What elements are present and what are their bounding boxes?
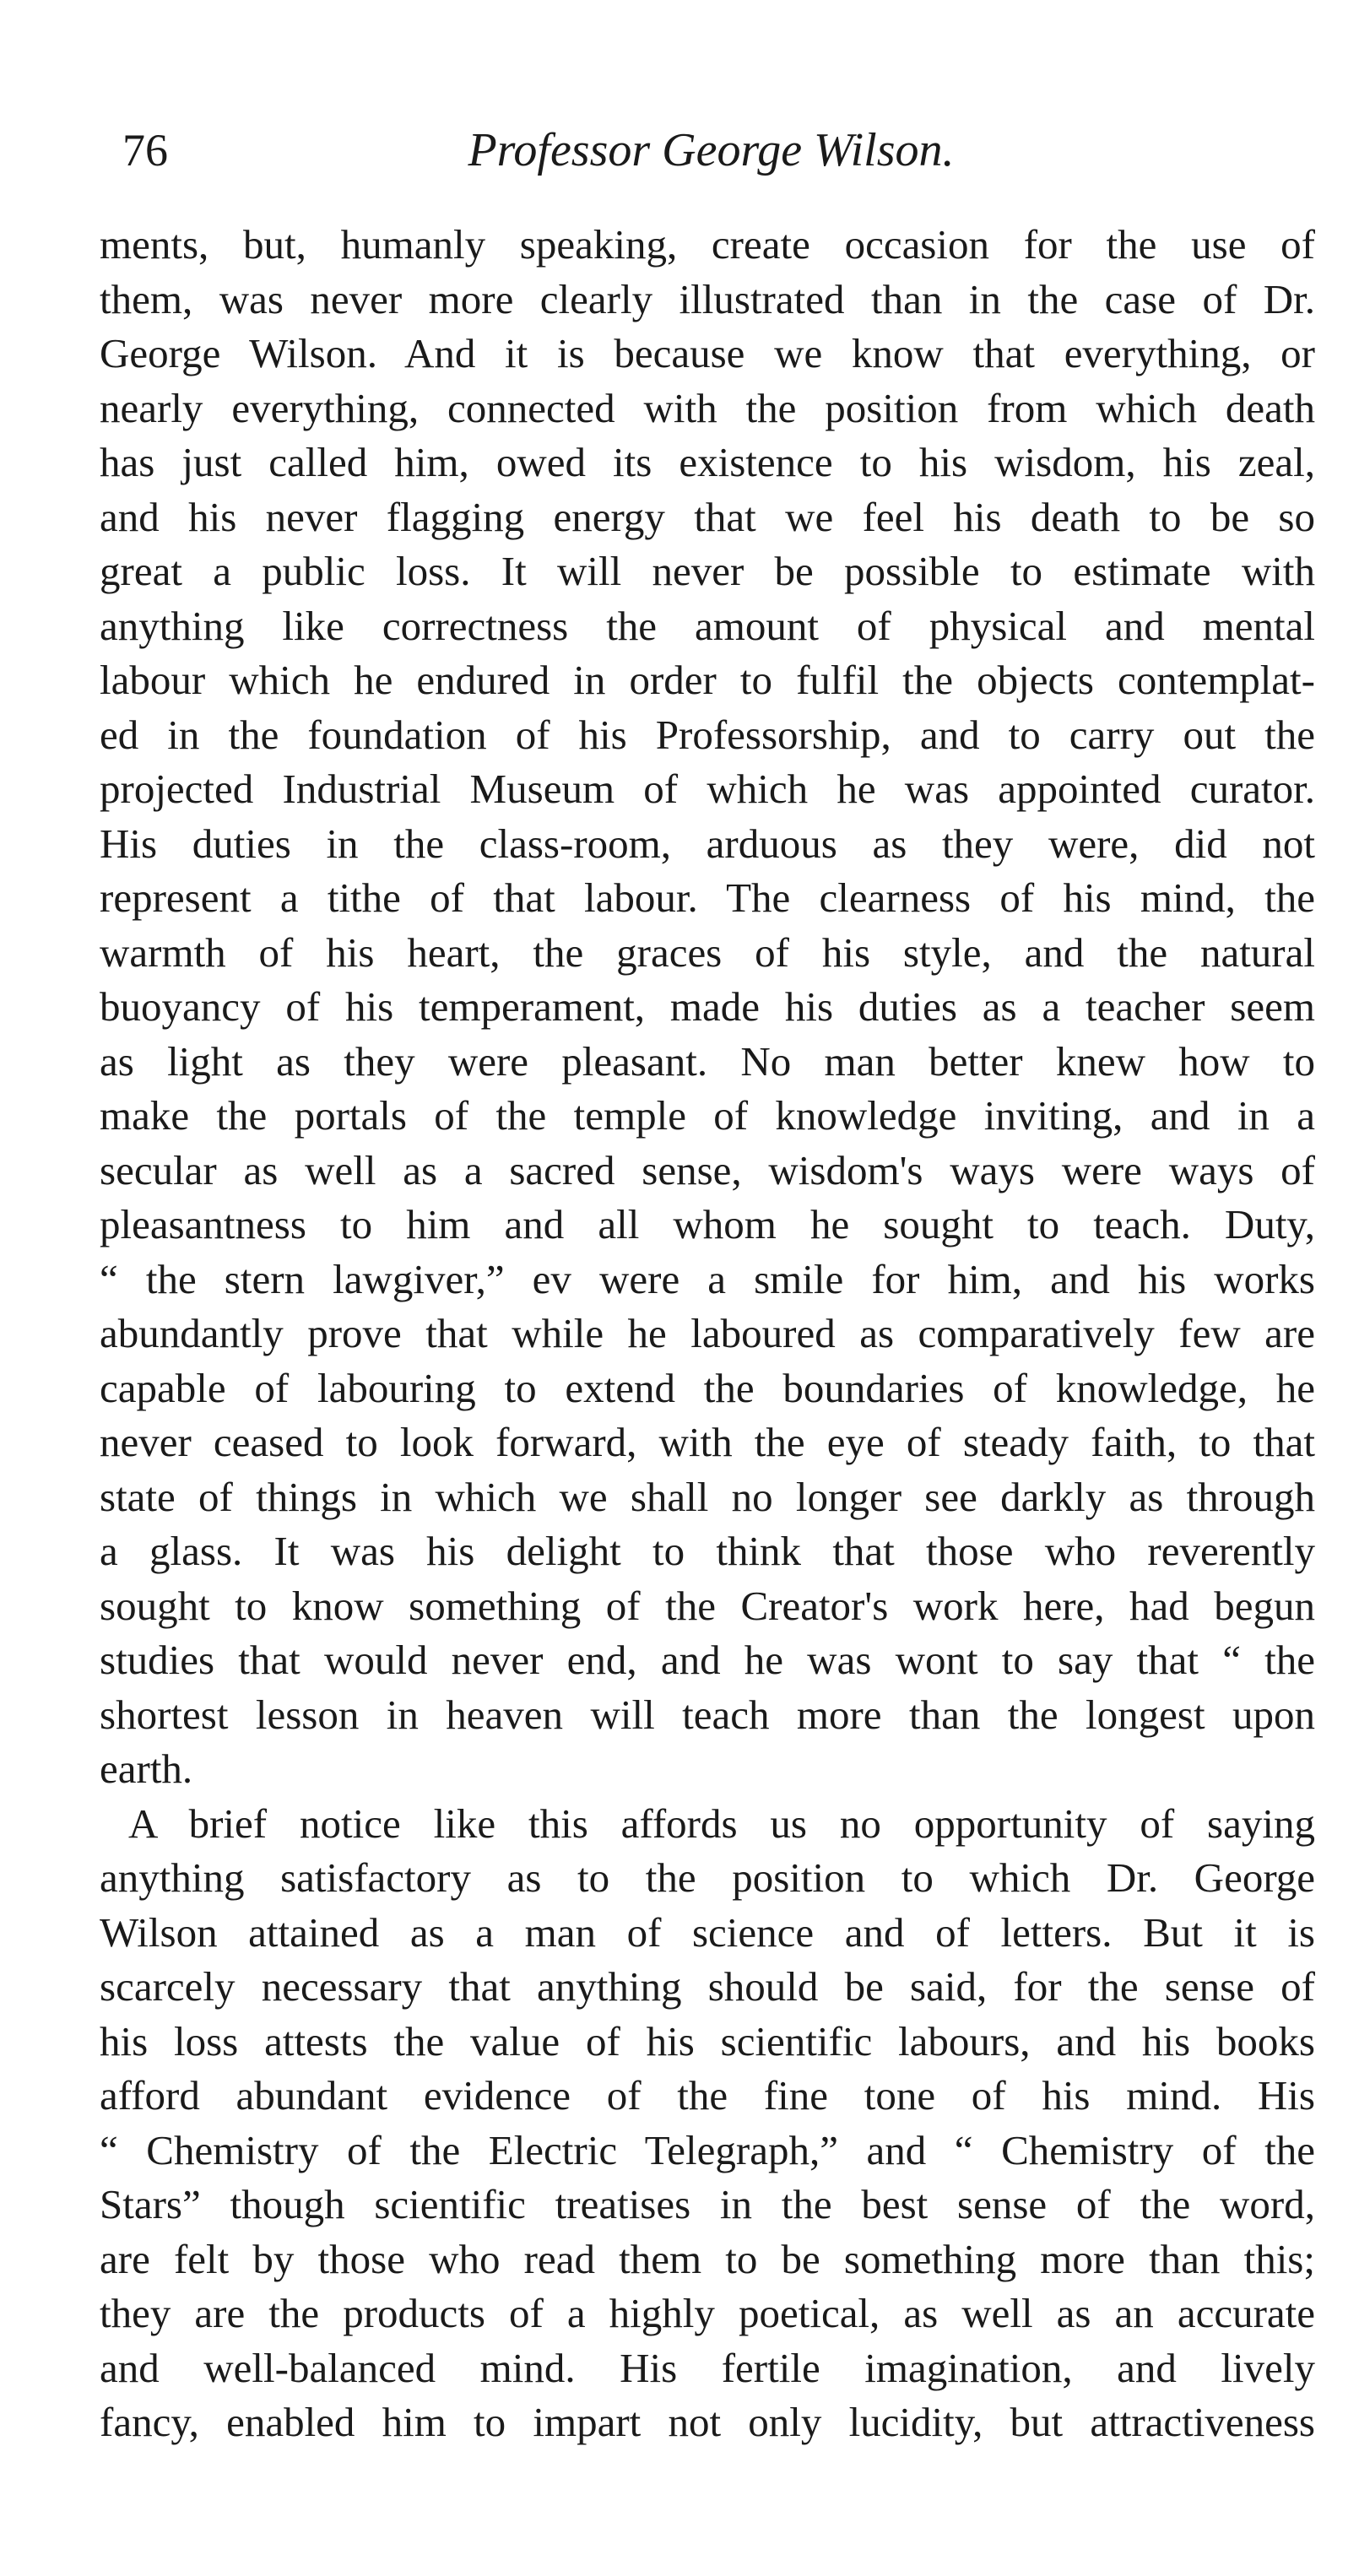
text-line: “ Chemistry of the Electric Telegraph,” and “ Chemistry of the: [100, 2126, 1315, 2173]
text-line: buoyancy of his temperament, made his duties as a teacher seem: [100, 983, 1315, 1030]
text-line: great a public loss. It will never be possible to estimate with: [100, 548, 1315, 594]
text-line: Stars” though scientific treatises in the best sense of the word,: [100, 2181, 1315, 2227]
text-line: sought to know something of the Creator's work here, had begun: [100, 1582, 1315, 1629]
text-line: labour which he endured in order to fulfil the objects contemplat-: [100, 657, 1315, 703]
text-line: A brief notice like this affords us no opportunity of saying: [128, 1799, 1315, 1847]
text-line: make the portals of the temple of knowledge inviting, and in a: [100, 1092, 1315, 1139]
text-line: has just called him, owed its existence to his wisdom, his zeal,: [100, 439, 1315, 485]
text-line: ed in the foundation of his Professorship, and to carry out the: [100, 711, 1315, 758]
text-line: studies that would never end, and he was wont to say that “ the: [100, 1637, 1315, 1683]
text-line: state of things in which we shall no longer see darkly as through: [100, 1473, 1315, 1520]
text-line: are felt by those who read them to be something more than this;: [100, 2235, 1315, 2282]
text-line: warmth of his heart, the graces of his style, and the natural: [100, 928, 1315, 976]
text-line: represent a tithe of that labour. The clearness of his mind, the: [100, 874, 1315, 921]
text-line: as light as they were pleasant. No man better knew how to: [100, 1037, 1315, 1085]
text-line: his loss attests the value of his scientific labours, and his books: [100, 2017, 1315, 2065]
text-line: fancy, enabled him to impart not only lucidity, but attractiveness: [100, 2399, 1315, 2445]
text-line: His duties in the class-room, arduous as they were, did not: [100, 820, 1315, 867]
text-line: abundantly prove that while he laboured as comparatively few are: [100, 1310, 1315, 1356]
text-line: afford abundant evidence of the fine tone of his mind. His: [100, 2072, 1315, 2119]
text-line: secular as well as a sacred sense, wisdom's ways were ways of: [100, 1146, 1315, 1193]
text-line: never ceased to look forward, with the eye of steady faith, to that: [100, 1419, 1315, 1465]
text-line: projected Industrial Museum of which he was appointed curator.: [100, 766, 1315, 812]
text-line: ments, but, humanly speaking, create occasion for the use of: [100, 221, 1315, 268]
page-number: 76: [122, 125, 168, 176]
text-line: and well-balanced mind. His fertile imagination, and lively: [100, 2344, 1315, 2391]
text-line: a glass. It was his delight to think that those who reverently: [100, 1528, 1315, 1574]
text-line: they are the products of a highly poetical, as well as an accurate: [100, 2290, 1315, 2336]
text-line: anything satisfactory as to the position to which Dr. George: [100, 1854, 1315, 1901]
text-line: “ the stern lawgiver,” ev were a smile for him, and his works: [100, 1255, 1315, 1302]
page-header: [122, 116, 1300, 184]
text-line: capable of labouring to extend the boundaries of knowledge, he: [100, 1364, 1315, 1411]
running-head: Professor George Wilson.: [468, 124, 955, 176]
text-line: Wilson attained as a man of science and of letters. But it is: [100, 1908, 1315, 1956]
paragraph: [100, 1797, 1315, 2450]
text-line: and his never flagging energy that we feel his death to be so: [100, 493, 1315, 540]
text-line: anything like correctness the amount of physical and mental: [100, 602, 1315, 649]
text-line: them, was never more clearly illustrated than in the case of Dr.: [100, 275, 1315, 322]
body-text: [100, 218, 1315, 2450]
text-line: earth.: [100, 1745, 193, 1792]
text-line: nearly everything, connected with the position from which death: [100, 384, 1315, 431]
paragraph: [100, 218, 1315, 1797]
text-line: pleasantness to him and all whom he sought to teach. Duty,: [100, 1201, 1315, 1247]
text-line: scarcely necessary that anything should be said, for the sense of: [100, 1963, 1315, 2010]
text-line: George Wilson. And it is because we know that everything, or: [100, 330, 1315, 376]
text-line: shortest lesson in heaven will teach more than the longest upon: [100, 1691, 1315, 1738]
